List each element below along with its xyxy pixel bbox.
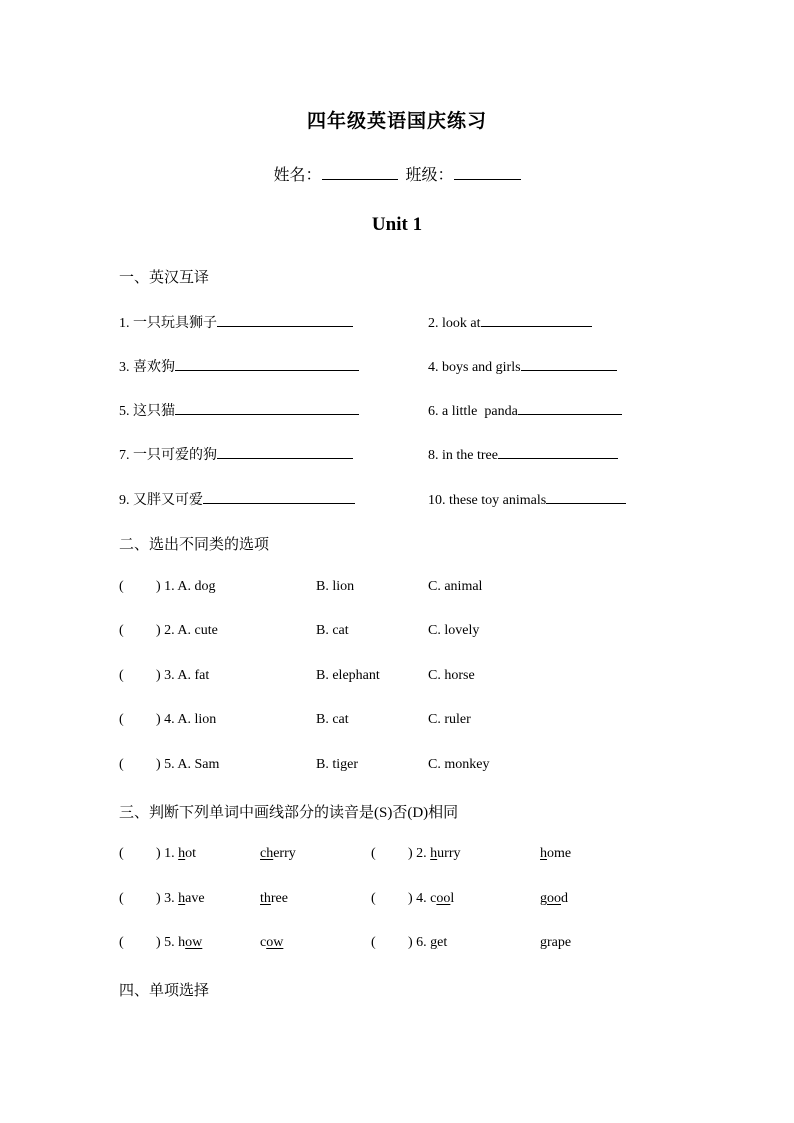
student-info — [0, 162, 794, 185]
underlined-part: g — [430, 935, 438, 950]
item-number: 7. — [119, 448, 130, 463]
word — [430, 846, 460, 861]
answer-paren-open[interactable]: ( — [119, 935, 124, 950]
option-a: A. cute — [177, 623, 218, 638]
item-number: 2. — [416, 846, 427, 861]
answer-blank[interactable] — [175, 356, 359, 371]
item-number: 9. — [119, 493, 130, 508]
answer-blank[interactable] — [546, 489, 626, 504]
answer-blank[interactable] — [518, 400, 622, 415]
option-c: C. lovely — [428, 623, 480, 638]
item-number: 10. — [428, 493, 446, 508]
translate-item — [119, 356, 359, 376]
answer-paren-close: ) — [156, 846, 161, 861]
answer-paren-close: ) — [156, 712, 161, 727]
word-suffix: ot — [185, 846, 197, 861]
question-label — [156, 935, 202, 951]
section-heading: 四、单项选择 — [119, 983, 210, 999]
translate-item — [428, 400, 622, 420]
item-text: 一只玩具狮子 — [133, 316, 217, 331]
underlined-part: ch — [260, 846, 274, 861]
underlined-part: ow — [266, 935, 284, 950]
page-title: 四年级英语国庆练习 — [306, 111, 487, 132]
option-b: B. cat — [316, 623, 349, 638]
underlined-part: oo — [436, 891, 451, 906]
answer-paren-open[interactable]: ( — [119, 579, 124, 594]
word-suffix: urry — [437, 846, 461, 861]
section-heading: 一、英汉互译 — [119, 270, 210, 286]
question-label — [156, 846, 196, 862]
answer-blank[interactable] — [498, 444, 618, 459]
option-b: B. elephant — [316, 668, 380, 683]
word-suffix: erry — [273, 846, 296, 861]
question-label — [156, 891, 205, 907]
answer-paren-open[interactable]: ( — [371, 935, 376, 950]
item-number: 6. — [428, 404, 439, 419]
item-text: look at — [442, 316, 481, 331]
translate-item — [428, 489, 626, 509]
option-b: B. tiger — [316, 757, 358, 772]
translate-item — [428, 444, 618, 464]
word-prefix: c — [430, 891, 437, 906]
underlined-part: h — [178, 891, 186, 906]
answer-blank[interactable] — [217, 312, 353, 327]
word — [178, 846, 196, 861]
item-text: 一只可爱的狗 — [133, 448, 217, 463]
name-blank[interactable] — [322, 165, 398, 180]
item-text: in the tree — [442, 448, 498, 463]
word — [540, 891, 568, 907]
answer-paren-close: ) — [408, 891, 413, 906]
item-text: boys and girls — [442, 360, 521, 375]
item-number: 3. — [119, 360, 130, 375]
answer-paren-close: ) — [156, 579, 161, 594]
item-number: 1. — [164, 579, 175, 594]
underlined-part: h — [430, 846, 438, 861]
section-heading: 二、选出不同类的选项 — [119, 537, 270, 553]
option-a: A. dog — [177, 579, 216, 594]
answer-paren-open[interactable]: ( — [119, 846, 124, 861]
answer-paren-close: ) — [156, 623, 161, 638]
word-suffix: ree — [270, 891, 288, 906]
item-text: 这只猫 — [133, 404, 175, 419]
item-number: 1. — [164, 846, 175, 861]
word — [260, 891, 288, 907]
item-number: 4. — [416, 891, 427, 906]
word — [260, 935, 283, 951]
option-a: A. Sam — [177, 757, 220, 772]
word — [178, 891, 204, 906]
question-label — [156, 757, 219, 773]
underlined-part: g — [540, 935, 547, 950]
class-blank[interactable] — [454, 165, 521, 180]
question-label — [408, 846, 461, 862]
answer-paren-open[interactable]: ( — [119, 712, 124, 727]
word-suffix: ome — [547, 846, 572, 861]
item-number: 2. — [164, 623, 175, 638]
word — [430, 891, 454, 906]
item-number: 1. — [119, 316, 130, 331]
item-number: 5. — [164, 935, 175, 950]
item-text: 又胖又可爱 — [133, 493, 203, 508]
item-number: 2. — [428, 316, 439, 331]
answer-blank[interactable] — [203, 489, 355, 504]
answer-paren-open[interactable]: ( — [119, 891, 124, 906]
underlined-part: h — [540, 846, 547, 861]
word-prefix: g — [540, 891, 547, 906]
unit-heading: Unit 1 — [371, 214, 423, 235]
option-c: C. horse — [428, 668, 475, 683]
option-c: C. ruler — [428, 712, 471, 727]
translate-item — [428, 312, 592, 332]
question-label — [156, 623, 218, 639]
answer-paren-close: ) — [156, 891, 161, 906]
underlined-part: th — [260, 891, 271, 906]
item-text: these toy animals — [449, 493, 547, 508]
word — [430, 935, 447, 950]
answer-paren-close: ) — [156, 668, 161, 683]
name-label: 姓名： — [273, 167, 322, 184]
word-suffix: ave — [185, 891, 205, 906]
question-label — [156, 668, 209, 684]
question-label — [408, 935, 447, 951]
option-c: C. monkey — [428, 757, 490, 772]
word-prefix: c — [260, 935, 267, 950]
item-number: 4. — [164, 712, 175, 727]
item-number: 5. — [164, 757, 175, 772]
translate-item — [119, 489, 355, 509]
answer-paren-open[interactable]: ( — [119, 668, 124, 683]
question-label — [408, 891, 454, 907]
question-label — [156, 712, 216, 728]
answer-paren-close: ) — [156, 757, 161, 772]
translate-item — [428, 356, 617, 376]
underlined-part: oo — [547, 891, 561, 906]
underlined-part: h — [178, 846, 186, 861]
answer-paren-open[interactable]: ( — [371, 891, 376, 906]
answer-paren-open[interactable]: ( — [119, 757, 124, 772]
option-a: A. lion — [177, 712, 217, 727]
word-suffix: l — [450, 891, 455, 906]
item-number: 4. — [428, 360, 439, 375]
word-suffix: rape — [547, 935, 572, 950]
word — [540, 846, 571, 862]
item-number: 8. — [428, 448, 439, 463]
option-b: B. lion — [316, 579, 355, 594]
word-suffix: d — [561, 891, 568, 906]
answer-paren-close: ) — [408, 935, 413, 950]
word-suffix: et — [437, 935, 448, 950]
question-label — [156, 579, 216, 595]
word — [260, 846, 296, 862]
answer-blank[interactable] — [175, 400, 359, 415]
section-heading: 三、判断下列单词中画线部分的读音是(S)否(D)相同 — [119, 805, 459, 821]
item-number: 5. — [119, 404, 130, 419]
translate-item — [119, 312, 353, 332]
class-label: 班级： — [405, 167, 454, 184]
option-a: A. fat — [177, 668, 210, 683]
item-text: a little panda — [442, 404, 518, 419]
item-number: 3. — [164, 668, 175, 683]
word-prefix: h — [178, 935, 186, 950]
answer-paren-close: ) — [408, 846, 413, 861]
item-number: 3. — [164, 891, 175, 906]
word — [540, 935, 571, 951]
answer-paren-close: ) — [156, 935, 161, 950]
option-b: B. cat — [316, 712, 349, 727]
option-c: C. animal — [428, 579, 483, 594]
item-number: 6. — [416, 935, 427, 950]
answer-blank[interactable] — [521, 356, 617, 371]
answer-paren-open[interactable]: ( — [371, 846, 376, 861]
translate-item — [119, 444, 353, 464]
translate-item — [119, 400, 359, 420]
underlined-part: ow — [185, 935, 203, 950]
word — [178, 935, 202, 950]
item-text: 喜欢狗 — [133, 360, 175, 375]
answer-blank[interactable] — [217, 444, 353, 459]
answer-blank[interactable] — [481, 312, 592, 327]
answer-paren-open[interactable]: ( — [119, 623, 124, 638]
